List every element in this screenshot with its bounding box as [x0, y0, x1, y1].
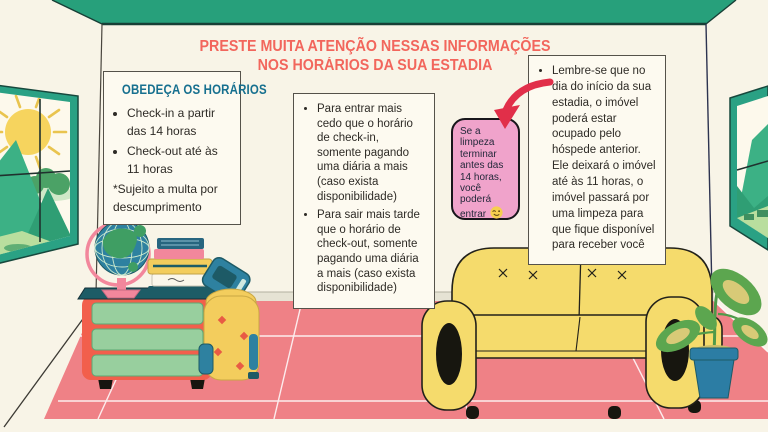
early-late-policy-box	[293, 93, 435, 309]
list-item: • Para sair mais tarde que o horário de check-out, somente pagando uma diária a mais (caso exista disponibilidade)	[317, 208, 425, 296]
left-window	[0, 84, 78, 266]
page-title	[180, 38, 570, 75]
list-item: • Lembre-se que no dia do início da sua estadia, o imóvel poderá estar ocupado pelo hóspede anterior. Ele deixará o imóvel até às 11 horas, o imóvel passará por uma limpeza para que fique disponível para receber você	[552, 64, 656, 254]
schedule-rules-box	[103, 71, 267, 225]
schedule-heading: OBEDEÇA OS HORÁRIOS	[121, 82, 267, 97]
wink-emoji-icon	[490, 206, 503, 222]
list-item: • Check-out até às 11 horas	[127, 142, 231, 178]
backpack-illustration	[199, 289, 259, 380]
right-window	[730, 86, 768, 250]
bubble-text: Se a limpeza terminar antes das 14 horas, você poderá entrar	[460, 126, 504, 220]
penalty-footnote: *Sujeito a multa por descumprimento	[113, 182, 218, 215]
arrow-icon	[492, 76, 556, 140]
schedule-list	[113, 104, 231, 178]
list-item: • Check-in a partir das 14 horas	[127, 104, 231, 140]
list-item: • Para entrar mais cedo que o horário de check-in, somente pagando uma diária a mais (caso exista disponibilidade)	[317, 102, 425, 204]
title-line2: NOS HORÁRIOS DA SUA ESTADIA	[257, 56, 493, 74]
policy-list	[303, 102, 425, 296]
dresser-illustration	[78, 288, 217, 389]
ceiling	[52, 0, 736, 24]
title-line1: PRESTE MUITA ATENÇÃO NESSAS INFORMAÇÕES	[199, 38, 551, 55]
